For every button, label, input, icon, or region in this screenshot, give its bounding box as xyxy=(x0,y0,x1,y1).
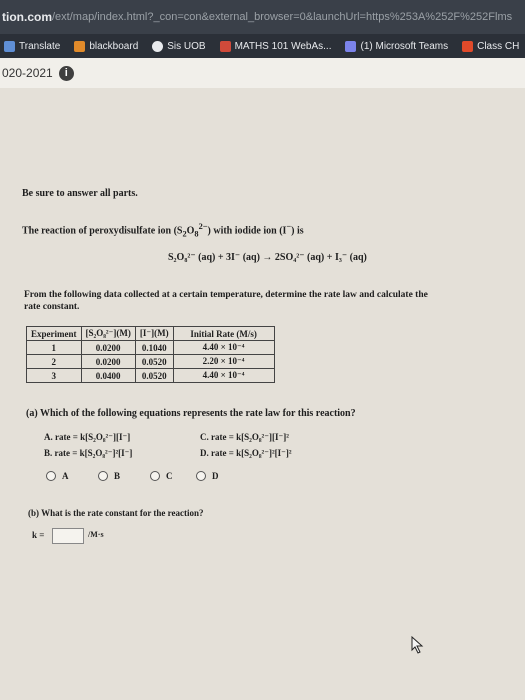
radio-option-d[interactable]: D xyxy=(196,471,219,481)
url-path: /ext/map/index.html?_con=con&external_browser=0&launchUrl=https%253A%252F%252Flms xyxy=(52,11,513,23)
bookmark-maths-webassign[interactable]: MATHS 101 WebAs... xyxy=(220,41,332,52)
radio-button[interactable] xyxy=(150,471,160,481)
data-instruction-line2: rate constant. xyxy=(24,302,80,312)
teams-icon xyxy=(345,41,356,52)
webassign-icon xyxy=(220,41,231,52)
url-host: tion.com xyxy=(2,10,52,24)
radio-button[interactable] xyxy=(46,471,56,481)
radio-button[interactable] xyxy=(196,471,206,481)
info-icon[interactable]: i xyxy=(59,66,74,81)
class-icon xyxy=(462,41,473,52)
option-b-text: B. rate = k[S₂O₈²⁻]²[I⁻] xyxy=(44,448,133,458)
bookmark-blackboard[interactable]: blackboard xyxy=(74,41,138,52)
option-a-text: A. rate = k[S₂O₈²⁻][I⁻] xyxy=(44,432,131,442)
radio-option-b[interactable]: B xyxy=(98,471,120,481)
address-bar[interactable] xyxy=(0,0,525,34)
table-row: 3 0.0400 0.0520 4.40 × 10⁻⁴ xyxy=(27,369,275,383)
table-header-row xyxy=(27,327,275,341)
intro-text: The reaction of peroxydisulfate ion $(S_2O_8^{2-})$ with iodide ion (I−) is xyxy=(22,222,304,239)
radio-option-c[interactable]: C xyxy=(150,471,173,481)
rate-constant-unit: /M·s xyxy=(88,530,104,539)
k-label: k = xyxy=(32,530,45,540)
col-header-iodide: [I⁻](M) xyxy=(135,327,173,341)
blackboard-icon xyxy=(74,41,85,52)
course-year-bar xyxy=(0,58,525,88)
col-header-experiment: Experiment xyxy=(27,327,82,341)
bookmark-teams[interactable]: (1) Microsoft Teams xyxy=(345,41,448,52)
col-header-s2o8: [S₂O₈²⁻](M) xyxy=(81,327,135,341)
question-panel xyxy=(0,88,525,700)
bookmark-translate[interactable]: Translate xyxy=(4,41,60,52)
option-c-text: C. rate = k[S₂O₈²⁻][I⁻]² xyxy=(200,432,289,442)
translate-icon xyxy=(4,41,15,52)
part-a-prompt: (a) Which of the following equations represents the rate law for this reaction? xyxy=(26,408,356,419)
instruction-text: Be sure to answer all parts. xyxy=(22,188,138,199)
col-header-rate: Initial Rate (M/s) xyxy=(173,327,274,341)
bookmarks-bar xyxy=(0,34,525,58)
bookmark-class[interactable]: Class CH xyxy=(462,41,519,52)
mouse-cursor-icon xyxy=(410,636,426,654)
option-d-text: D. rate = k[S₂O₈²⁻]²[I⁻]² xyxy=(200,448,292,458)
bookmark-sis-uob[interactable]: Sis UOB xyxy=(152,41,205,52)
year-label: 020-2021 xyxy=(2,66,53,80)
table-row: 2 0.0200 0.0520 2.20 × 10⁻⁴ xyxy=(27,355,275,369)
radio-option-a[interactable]: A xyxy=(46,471,69,481)
table-row: 1 0.0200 0.1040 4.40 × 10⁻⁴ xyxy=(27,341,275,355)
reaction-equation: S₂O₈²⁻ (aq) + 3I⁻ (aq) → 2SO₄²⁻ (aq) + I₃⁻ (aq) xyxy=(168,252,367,263)
rate-constant-input[interactable] xyxy=(52,528,84,544)
radio-button[interactable] xyxy=(98,471,108,481)
part-b-prompt: (b) What is the rate constant for the reaction? xyxy=(28,508,204,518)
sis-icon xyxy=(152,41,163,52)
data-instruction-line1: From the following data collected at a certain temperature, determine the rate law and calculate the xyxy=(24,290,428,300)
rate-data-table xyxy=(26,326,275,383)
